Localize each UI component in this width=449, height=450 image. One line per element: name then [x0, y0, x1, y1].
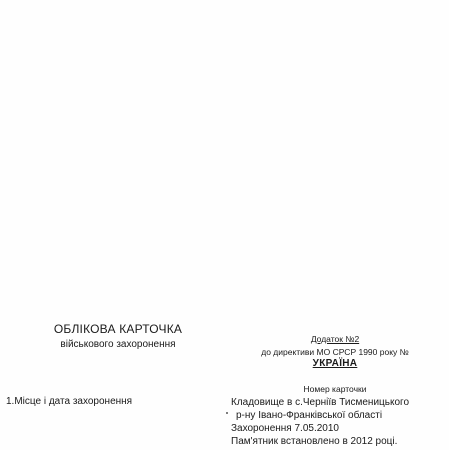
burial-date-line: Захоронення 7.05.2010	[231, 423, 339, 434]
appendix-number: Додаток №2	[310, 334, 360, 344]
section-1-label: 1.Місце і дата захоронення	[6, 396, 133, 407]
monument-line: Пам'ятник встановлено в 2012 році.	[231, 436, 398, 447]
scan-speck	[226, 412, 228, 414]
appendix-directive: до директиви МО СРСР 1990 року №	[261, 347, 409, 357]
card-subtitle: військового захоронення	[60, 339, 176, 350]
country-heading: УКРАЇНА	[312, 358, 358, 369]
burial-place-line: Кладовище в с.Чернiїв Тисменицького	[231, 397, 410, 408]
card-title: ОБЛІКОВА КАРТОЧКА	[53, 322, 183, 336]
card-number-label: Номер карточки	[303, 384, 367, 394]
burial-district-line: р-ну Івано-Франківської області	[236, 410, 383, 421]
